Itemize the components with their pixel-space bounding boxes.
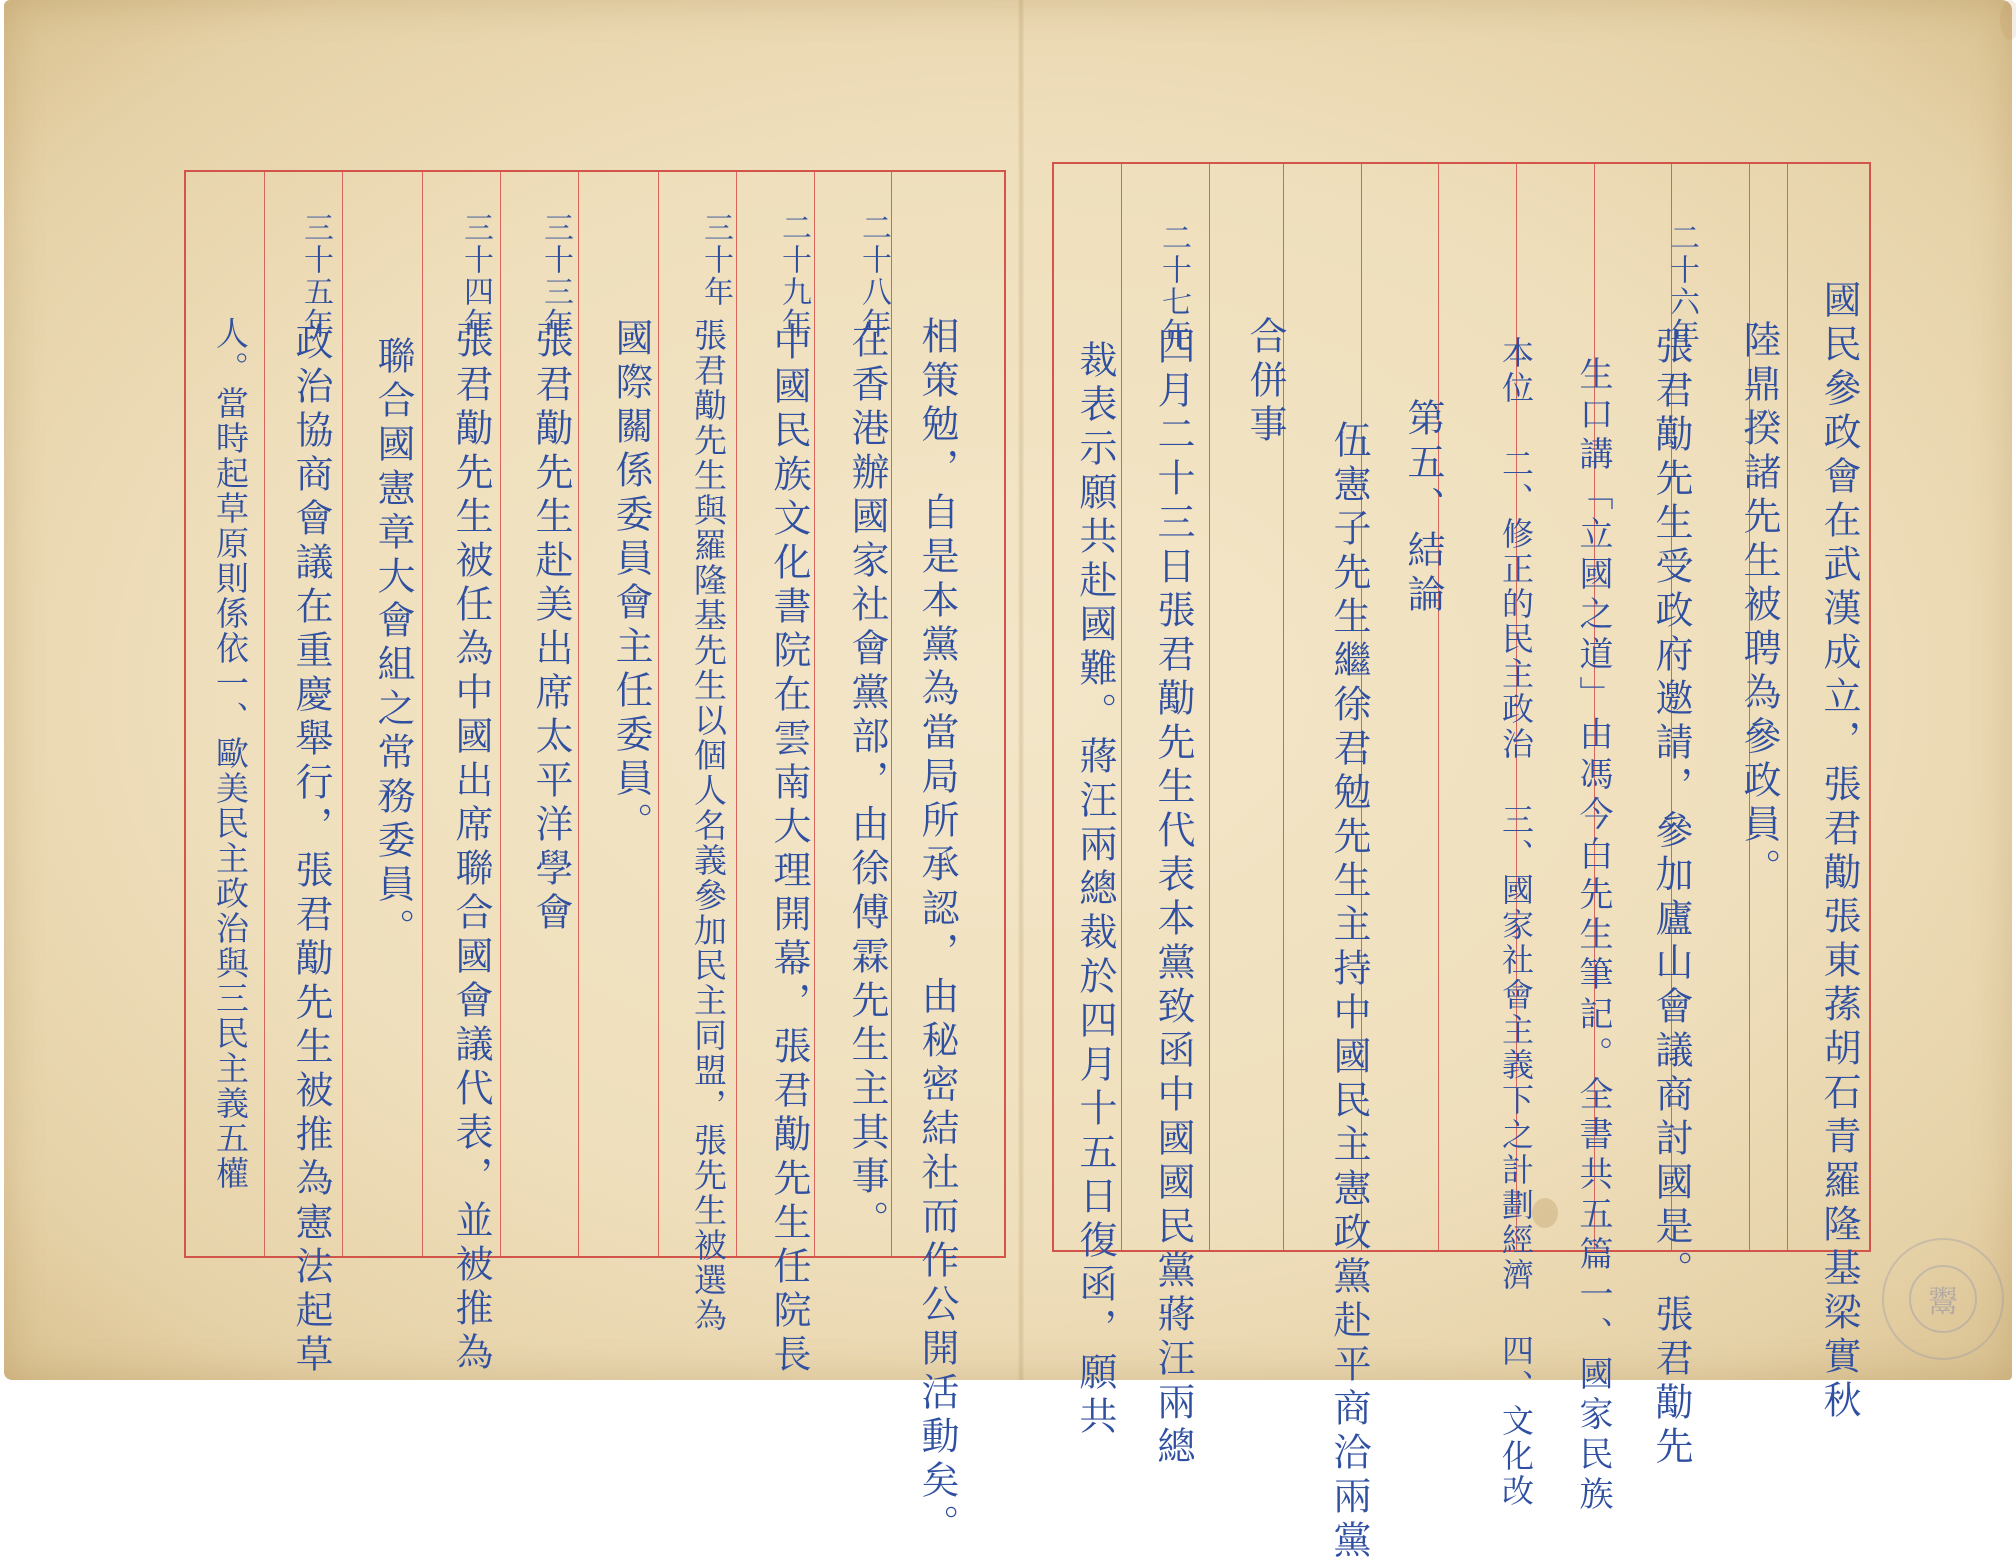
left-column-6: 張君勱先生赴美出席太平洋學會 bbox=[529, 320, 573, 936]
right-column-6: 伍憲子先生繼徐君勉先生主持中國民主憲政黨赴平商洽兩黨 bbox=[1327, 420, 1371, 1564]
left-column-2: 在香港辦國家社會黨部，由徐傅霖先生主其事。 bbox=[845, 320, 889, 1244]
right-column-1: 國民參政會在武漢成立，張君勱張東蓀胡石青羅隆基梁實秋 bbox=[1817, 280, 1861, 1424]
right-column-4: 生口講「立國之道」由馮今白先生筆記。全書共五篇一、國家民族 bbox=[1573, 356, 1613, 1516]
left-year-label: 三十五年 bbox=[298, 212, 333, 340]
left-year-label: 三十三年 bbox=[538, 212, 573, 340]
right-year-label: 二十七年 bbox=[1156, 222, 1191, 350]
left-column-9: 政治協商會議在重慶舉行，張君勱先生被推為憲法起草 bbox=[289, 322, 333, 1378]
left-year-label: 二十八年 bbox=[856, 212, 891, 340]
right-column-9: 裁表示願共赴國難。蔣汪兩總裁於四月十五日復函，願共 bbox=[1073, 340, 1117, 1440]
seal-glyph: 鬻 bbox=[1909, 1265, 1977, 1333]
left-column-7: 張君勱先生被任為中國出席聯合國會議代表，並被推為 bbox=[449, 320, 493, 1376]
right-year-label: 二十六年 bbox=[1664, 222, 1699, 350]
right-column-2: 陸鼎揆諸先生被聘為參政員。 bbox=[1737, 320, 1781, 892]
left-year-label: 三十四年 bbox=[458, 212, 493, 340]
left-year-label: 二十九年 bbox=[776, 212, 811, 340]
right-column-7: 合併事 bbox=[1243, 316, 1287, 448]
left-year-label: 三十年 bbox=[698, 212, 733, 308]
right-column-3: 張君勱先生受政府邀請，參加廬山會議商討國是。張君勱先 bbox=[1649, 326, 1693, 1470]
left-column-5: 國際關係委員會主任委員。 bbox=[609, 318, 653, 846]
left-column-8: 聯合國憲章大會組之常務委員。 bbox=[371, 336, 415, 952]
left-column-1: 相策勉，自是本黨為當局所承認，由秘密結社而作公開活動矣。 bbox=[915, 316, 959, 1548]
right-column-5: 本位 二、修正的民主政治 三、國家社會主義下之計劃經濟 四、文化改 bbox=[1497, 336, 1535, 1509]
page-fold bbox=[1018, 0, 1024, 1380]
left-column-10: 人。當時起草原則係依一、歐美民主政治與三民主義五權 bbox=[211, 316, 250, 1191]
library-seal-watermark bbox=[1882, 1238, 2004, 1360]
left-column-3: 中國民族文化書院在雲南大理開幕，張君勱先生任院長 bbox=[767, 322, 811, 1378]
stain-mark bbox=[2000, 0, 2016, 40]
left-column-4: 張君勱先生與羅隆基先生以個人名義參加民主同盟，張先生被選為 bbox=[689, 318, 728, 1333]
right-section-heading: 第五、結論 bbox=[1401, 398, 1445, 618]
right-column-8: 四月二十三日張君勱先生代表本黨致函中國國民黨蔣汪兩總 bbox=[1151, 326, 1195, 1470]
